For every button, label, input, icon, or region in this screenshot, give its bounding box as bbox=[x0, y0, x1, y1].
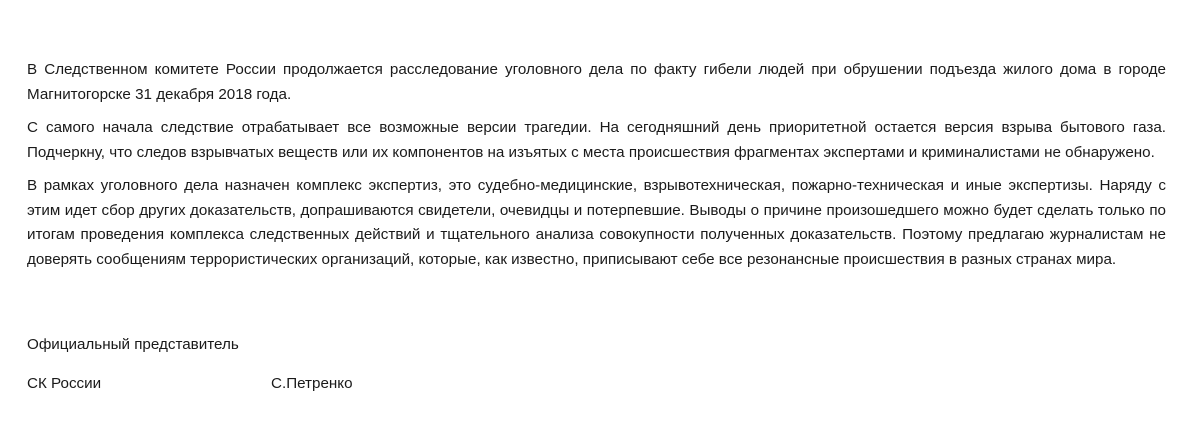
signature-organization: СК России bbox=[27, 375, 102, 392]
paragraph-1: В Следственном комитете России продолжается расследование уголовного дела по факту гибели людей при обрушении подъезда жилого дома в городе Магнитогорске 31 декабря 2018 года. bbox=[27, 61, 1166, 103]
signature-title: Официальный представитель bbox=[27, 336, 239, 353]
paragraph-2: С самого начала следствие отрабатывает все возможные версии трагедии. На сегодняшний день приоритетной остается версия взрыва бытового газа. Подчеркну, что следов взрывчатых веществ или их компонентов на изъятых с места происшествия фрагментах экспертами и криминалистами не обнаружено. bbox=[27, 119, 1166, 161]
signature-name: С.Петренко bbox=[271, 375, 353, 392]
document-body bbox=[27, 58, 1166, 281]
paragraph-3: В рамках уголовного дела назначен комплекс экспертиз, это судебно-медицинские, взрывотехническая, пожарно-техническая и иные экспертизы. Наряду с этим идет сбор других доказательств, допрашиваются свидетели, очевидцы и потерпевшие. Выводы о причине произошедшего можно будет сделать только по итогам проведения комплекса следственных действий и тщательного анализа совокупности полученных доказательств. Поэтому предлагаю журналистам не доверять сообщениям террористических организаций, которые, как известно, приписывают себе все резонансные происшествия в разных странах мира. bbox=[27, 177, 1166, 268]
